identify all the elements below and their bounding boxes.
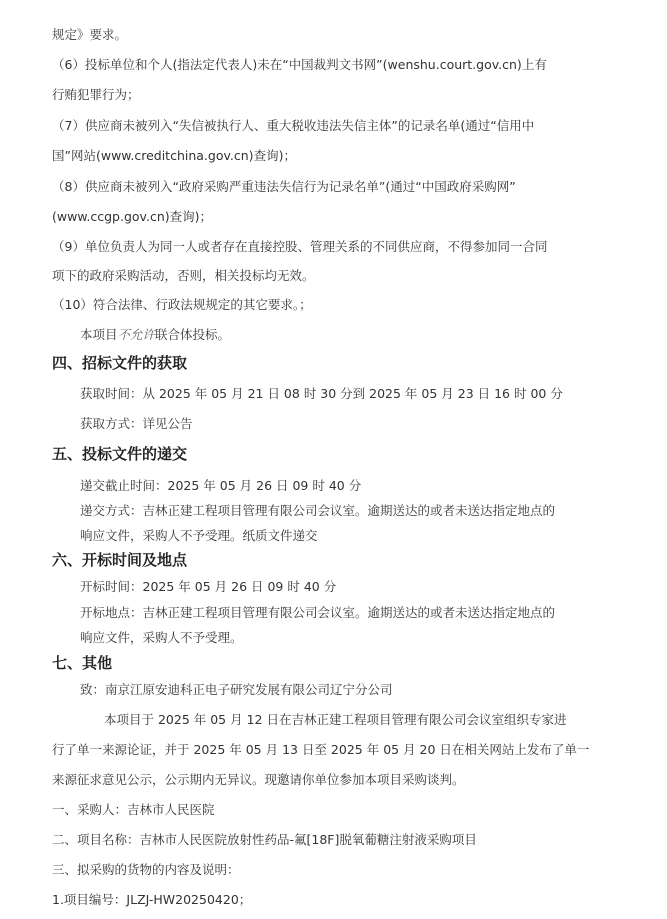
- text-line: 规定》要求。: [52, 27, 128, 42]
- text-span: 联合体投标。: [155, 327, 231, 342]
- project-name: 二、项目名称：吉林市人民医院放射性药品-氟[18F]脱氧葡糖注射液采购项目: [52, 832, 477, 847]
- submission-method: 递交方式：吉林正建工程项目管理有限公司会议室。逾期送达的或者未送达指定地点的: [80, 503, 556, 518]
- purchaser: 一、采购人：吉林市人民医院: [52, 802, 215, 817]
- text-line: 项下的政府采购活动，否则，相关投标均无效。: [52, 268, 315, 283]
- section-heading-4: 四、招标文件的获取: [52, 354, 188, 372]
- consortium-note: [80, 326, 655, 344]
- text-span: 本项目: [80, 327, 118, 342]
- text-line: 响应文件，采购人不予受理。: [80, 630, 243, 645]
- opening-location: 开标地点：吉林正建工程项目管理有限公司会议室。逾期送达的或者未送达指定地点的: [80, 605, 556, 620]
- text-line: 国”网站(www.creditchina.gov.cn)查询)；: [52, 148, 296, 163]
- requirement-9: （9）单位负责人为同一人或者存在直接控股、管理关系的不同供应商，不得参加同一合同: [52, 239, 548, 254]
- acquisition-method: 获取方式：详见公告: [80, 416, 193, 431]
- acquisition-time: 获取时间：从 2025 年 05 月 21 日 08 时 30 分到 2025 年 05 月 23 日 16 时 00 分: [80, 386, 563, 401]
- submission-deadline: 递交截止时间：2025 年 05 月 26 日 09 时 40 分: [80, 478, 362, 493]
- text-line: (www.ccgp.gov.cn)查询)；: [52, 209, 212, 224]
- section-heading-7: 七、其他: [52, 654, 113, 672]
- requirement-8: （8）供应商未被列入“政府采购严重违法失信行为记录名单”(通过“中国政府采购网”: [52, 179, 516, 194]
- text-line: 来源征求意见公示，公示期内无异议。现邀请你单位参加本项目采购谈判。: [52, 772, 465, 787]
- text-line: 行了单一来源论证，并于 2025 年 05 月 13 日至 2025 年 05 月 20 日在相关网站上发布了单一: [52, 742, 590, 757]
- addressee: 致：南京江原安迪科正电子研究发展有限公司辽宁分公司: [80, 682, 393, 697]
- requirement-10: （10）符合法律、行政法规规定的其它要求。；: [52, 297, 312, 312]
- opening-time: 开标时间：2025 年 05 月 26 日 09 时 40 分: [80, 579, 337, 594]
- text-line: 本项目于 2025 年 05 月 12 日在吉林正建工程项目管理有限公司会议室组织专家进: [104, 712, 567, 727]
- text-line: 响应文件，采购人不予受理。纸质文件递交: [80, 528, 318, 543]
- requirement-7: （7）供应商未被列入“失信被执行人、重大税收违法失信主体”的记录名单(通过“信用中: [52, 118, 535, 133]
- requirement-6: （6）投标单位和个人(指法定代表人)未在“中国裁判文书网”(wenshu.court.gov.cn)上有: [52, 57, 547, 72]
- goods-description-heading: 三、拟采购的货物的内容及说明：: [52, 862, 240, 877]
- section-heading-6: 六、开标时间及地点: [52, 551, 188, 569]
- consortium-status: 不允许: [117, 327, 156, 342]
- project-number: 1.项目编号：JLZJ-HW20250420；: [52, 892, 252, 907]
- section-heading-5: 五、投标文件的递交: [52, 445, 188, 463]
- text-line: 行贿犯罪行为；: [52, 87, 140, 102]
